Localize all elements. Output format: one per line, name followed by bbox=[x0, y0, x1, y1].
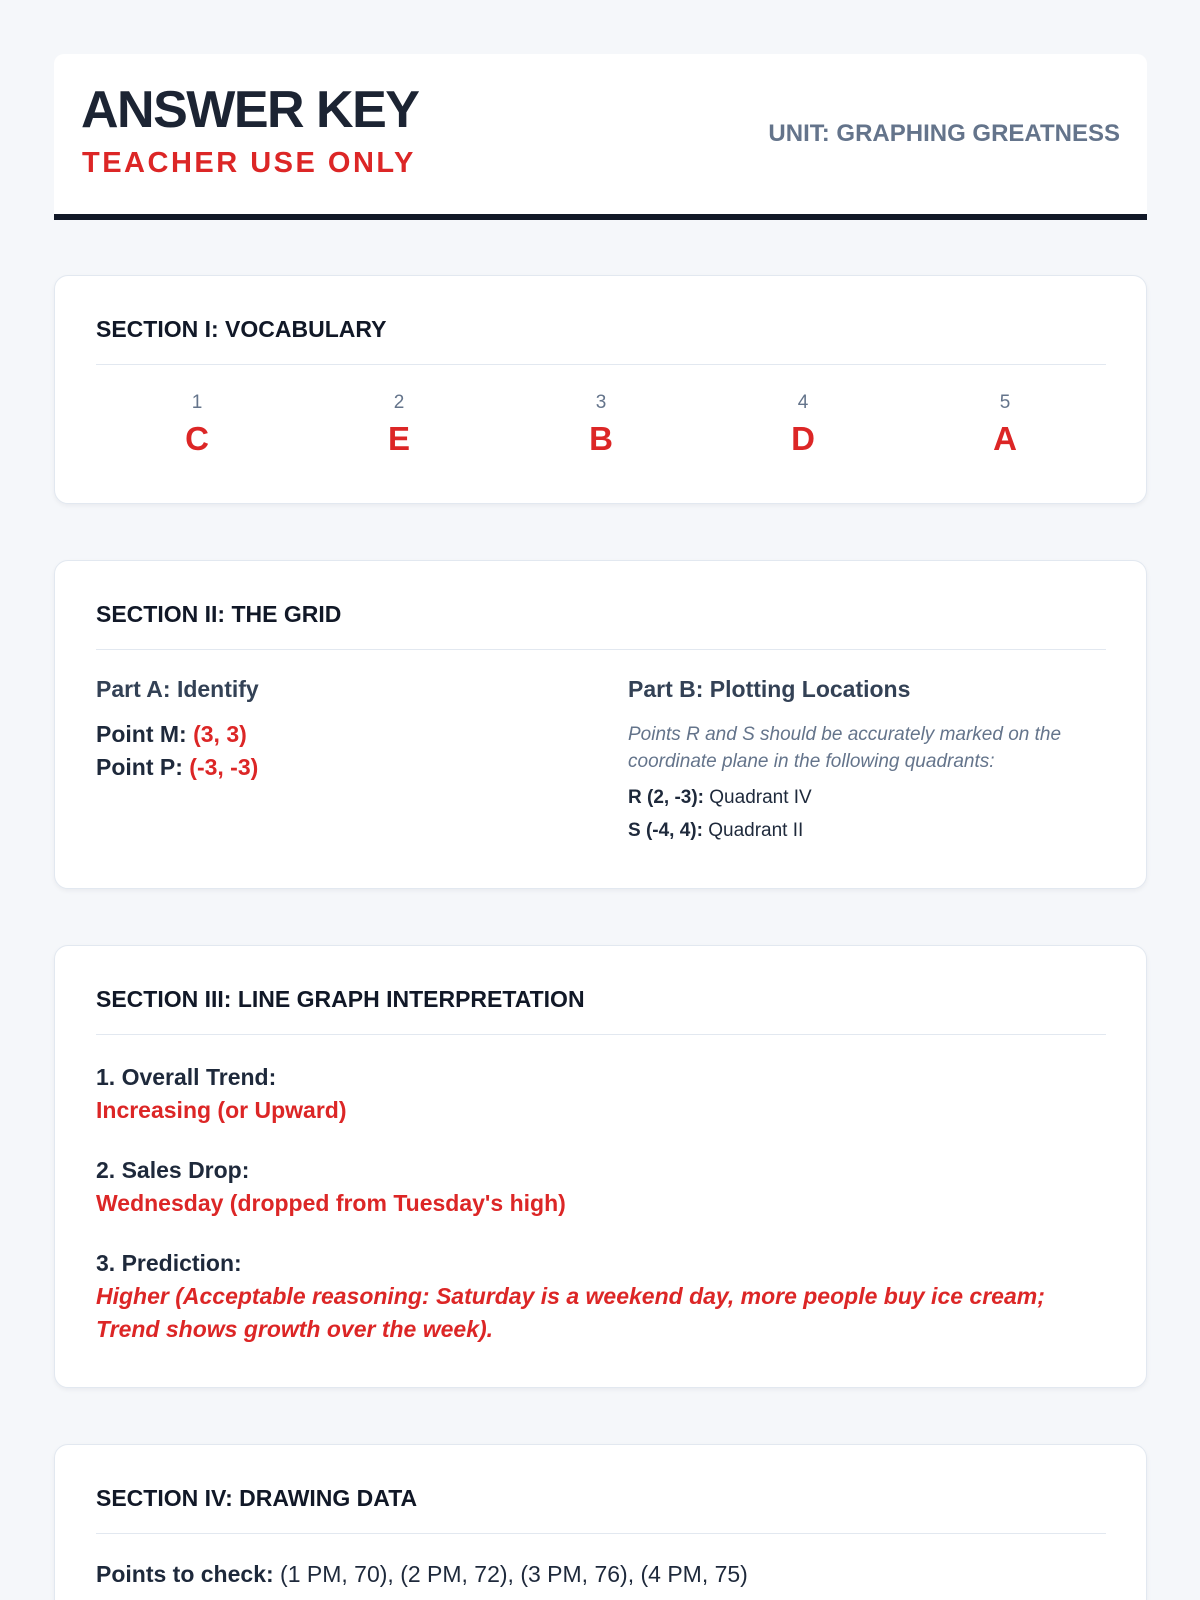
part-a-title: Part A: Identify bbox=[96, 676, 259, 702]
question-label: 2. Sales Drop: bbox=[96, 1157, 250, 1183]
point-label: R (2, -3): bbox=[628, 787, 704, 808]
question-3 bbox=[96, 1247, 1106, 1346]
part-b bbox=[628, 676, 1108, 847]
plotting-note: Points R and S should be accurately marked on the coordinate plane in the following quadrants: bbox=[628, 724, 1062, 772]
question-1 bbox=[96, 1061, 1106, 1127]
vocab-answer: D bbox=[791, 420, 815, 457]
page-title: ANSWER KEY bbox=[81, 81, 419, 139]
vocab-number: 4 bbox=[797, 392, 809, 413]
vocab-number: 5 bbox=[999, 392, 1011, 413]
header bbox=[54, 54, 1147, 220]
section-grid-card bbox=[54, 560, 1147, 889]
question-label: 3. Prediction: bbox=[96, 1250, 242, 1276]
vocab-answers bbox=[96, 391, 1106, 459]
quadrant-line bbox=[628, 781, 1108, 814]
part-b-title: Part B: Plotting Locations bbox=[628, 676, 911, 702]
point-label: S (-4, 4): bbox=[628, 820, 703, 841]
vocab-item bbox=[526, 391, 676, 459]
point-label: Point M: bbox=[96, 721, 187, 747]
point-m-line bbox=[96, 718, 576, 751]
divider bbox=[96, 364, 1106, 365]
section-title: SECTION III: LINE GRAPH INTERPRETATION bbox=[96, 986, 585, 1012]
vocab-number: 1 bbox=[191, 392, 203, 413]
vocab-answer: B bbox=[589, 420, 613, 457]
page-subtitle: TEACHER USE ONLY bbox=[82, 147, 416, 179]
divider bbox=[96, 1034, 1106, 1035]
vocab-item bbox=[122, 391, 272, 459]
vocab-number: 2 bbox=[393, 392, 405, 413]
section-vocabulary-card bbox=[54, 275, 1147, 504]
part-a bbox=[96, 676, 576, 784]
quadrant-line bbox=[628, 814, 1108, 847]
check-value: (1 PM, 70), (2 PM, 72), (3 PM, 76), (4 PM, 75) bbox=[280, 1561, 748, 1587]
question-label: 1. Overall Trend: bbox=[96, 1064, 277, 1090]
vocab-item bbox=[930, 391, 1080, 459]
quadrant-value: Quadrant IV bbox=[709, 787, 812, 808]
section-title: SECTION I: VOCABULARY bbox=[96, 316, 387, 342]
question-answer: Increasing (or Upward) bbox=[96, 1097, 347, 1123]
section-drawing-data-card bbox=[54, 1444, 1147, 1600]
vocab-item bbox=[728, 391, 878, 459]
vocab-number: 3 bbox=[595, 392, 607, 413]
point-value: (3, 3) bbox=[193, 721, 247, 747]
section-title: SECTION IV: DRAWING DATA bbox=[96, 1485, 418, 1511]
question-answer: Wednesday (dropped from Tuesday's high) bbox=[96, 1190, 566, 1216]
question-answer: Higher (Acceptable reasoning: Saturday is a weekend day, more people buy ice cream; Trend shows growth over the week). bbox=[96, 1283, 1045, 1342]
point-value: (-3, -3) bbox=[189, 754, 259, 780]
divider bbox=[96, 649, 1106, 650]
quadrant-value: Quadrant II bbox=[708, 820, 804, 841]
section-line-graph-card bbox=[54, 945, 1147, 1388]
point-label: Point P: bbox=[96, 754, 183, 780]
vocab-item bbox=[324, 391, 474, 459]
check-label: Points to check: bbox=[96, 1561, 274, 1587]
points-to-check bbox=[96, 1558, 1106, 1591]
vocab-answer: C bbox=[185, 420, 209, 457]
vocab-answer: A bbox=[993, 420, 1017, 457]
vocab-answer: E bbox=[387, 420, 410, 457]
section-title: SECTION II: THE GRID bbox=[96, 601, 342, 627]
divider bbox=[96, 1533, 1106, 1534]
point-p-line bbox=[96, 751, 576, 784]
question-2 bbox=[96, 1154, 1106, 1220]
unit-label: UNIT: GRAPHING GREATNESS bbox=[768, 120, 1120, 147]
